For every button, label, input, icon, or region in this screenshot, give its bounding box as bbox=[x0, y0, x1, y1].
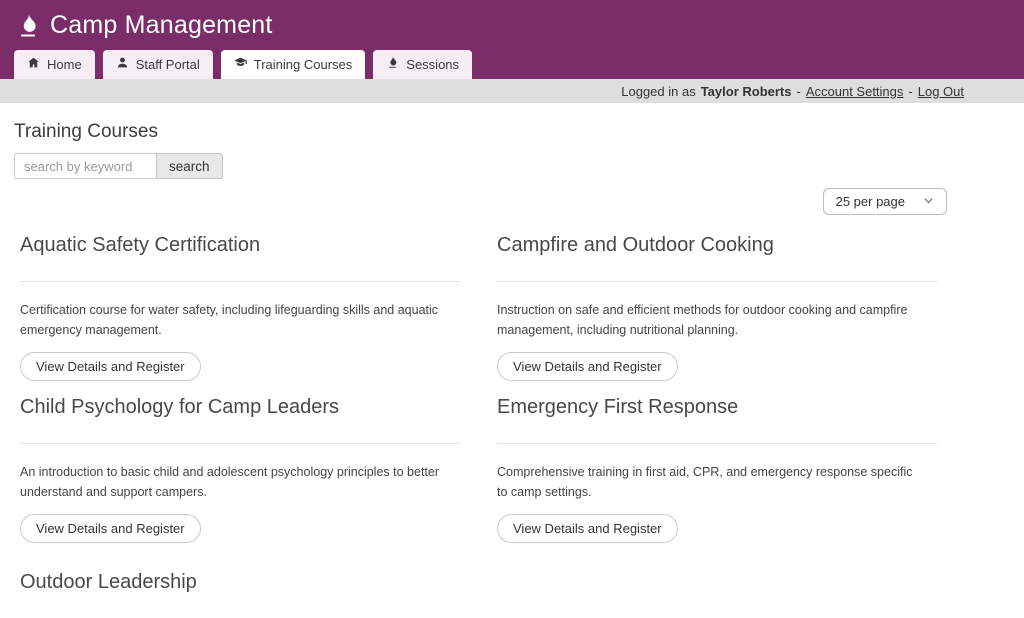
logged-in-username: Taylor Roberts bbox=[700, 83, 792, 99]
perpage-row bbox=[0, 188, 947, 215]
account-settings-link[interactable]: Account Settings bbox=[805, 83, 904, 99]
user-icon bbox=[116, 56, 129, 72]
search-form bbox=[14, 153, 1024, 179]
log-out-link[interactable]: Log Out bbox=[917, 83, 964, 99]
per-page-select[interactable] bbox=[823, 188, 947, 215]
tab-training-courses-label: Training Courses bbox=[253, 56, 353, 72]
course-title: Child Psychology for Camp Leaders bbox=[20, 396, 340, 418]
search-input[interactable] bbox=[14, 153, 156, 179]
tab-home-label: Home bbox=[47, 56, 82, 72]
flame-logo-icon bbox=[16, 13, 40, 39]
course-title: Outdoor Leadership bbox=[20, 571, 197, 593]
tab-home[interactable] bbox=[14, 50, 95, 79]
separator: - bbox=[908, 83, 913, 99]
course-card bbox=[20, 219, 460, 381]
user-bar bbox=[0, 79, 1024, 103]
app-header bbox=[0, 0, 1024, 79]
view-details-button[interactable]: View Details and Register bbox=[497, 352, 678, 381]
chevron-down-icon bbox=[923, 194, 934, 209]
view-details-button[interactable]: View Details and Register bbox=[20, 352, 201, 381]
tab-sessions-label: Sessions bbox=[406, 56, 460, 72]
course-grid bbox=[20, 219, 937, 618]
logged-in-prefix: Logged in as bbox=[621, 83, 696, 99]
course-title: Aquatic Safety Certification bbox=[20, 234, 261, 256]
divider bbox=[497, 281, 937, 282]
view-details-button[interactable]: View Details and Register bbox=[20, 514, 201, 543]
flame-icon bbox=[386, 56, 399, 72]
main-content bbox=[0, 121, 1024, 618]
tab-training-courses[interactable] bbox=[221, 50, 366, 79]
app-title: Camp Management bbox=[50, 11, 273, 39]
brand bbox=[0, 0, 1024, 46]
course-description: Certification course for water safety, including lifeguarding skills and aquatic emergency management. bbox=[20, 303, 439, 337]
course-card bbox=[497, 219, 937, 381]
search-button[interactable]: search bbox=[156, 153, 223, 179]
tab-staff-portal-label: Staff Portal bbox=[135, 56, 200, 72]
course-card bbox=[497, 381, 937, 543]
course-title: Emergency First Response bbox=[497, 396, 739, 418]
per-page-value: 25 per page bbox=[835, 194, 905, 209]
tab-sessions[interactable] bbox=[373, 50, 472, 79]
divider bbox=[20, 281, 460, 282]
course-description: An introduction to basic child and adolescent psychology principles to better understand and support campers. bbox=[20, 465, 440, 499]
course-description: Comprehensive training in first aid, CPR, and emergency response specific to camp settings. bbox=[497, 465, 913, 499]
divider bbox=[497, 443, 937, 444]
divider bbox=[20, 443, 460, 444]
course-title: Campfire and Outdoor Cooking bbox=[497, 234, 774, 256]
separator: - bbox=[796, 83, 801, 99]
graduation-cap-icon bbox=[234, 56, 247, 72]
home-icon bbox=[27, 56, 40, 72]
tab-staff-portal[interactable] bbox=[103, 50, 213, 79]
course-card bbox=[20, 543, 460, 618]
main-nav bbox=[0, 46, 1024, 79]
course-card bbox=[20, 381, 460, 543]
page-title: Training Courses bbox=[14, 121, 158, 142]
course-description: Instruction on safe and efficient methods for outdoor cooking and campfire management, including nutritional planning. bbox=[497, 303, 908, 337]
view-details-button[interactable]: View Details and Register bbox=[497, 514, 678, 543]
